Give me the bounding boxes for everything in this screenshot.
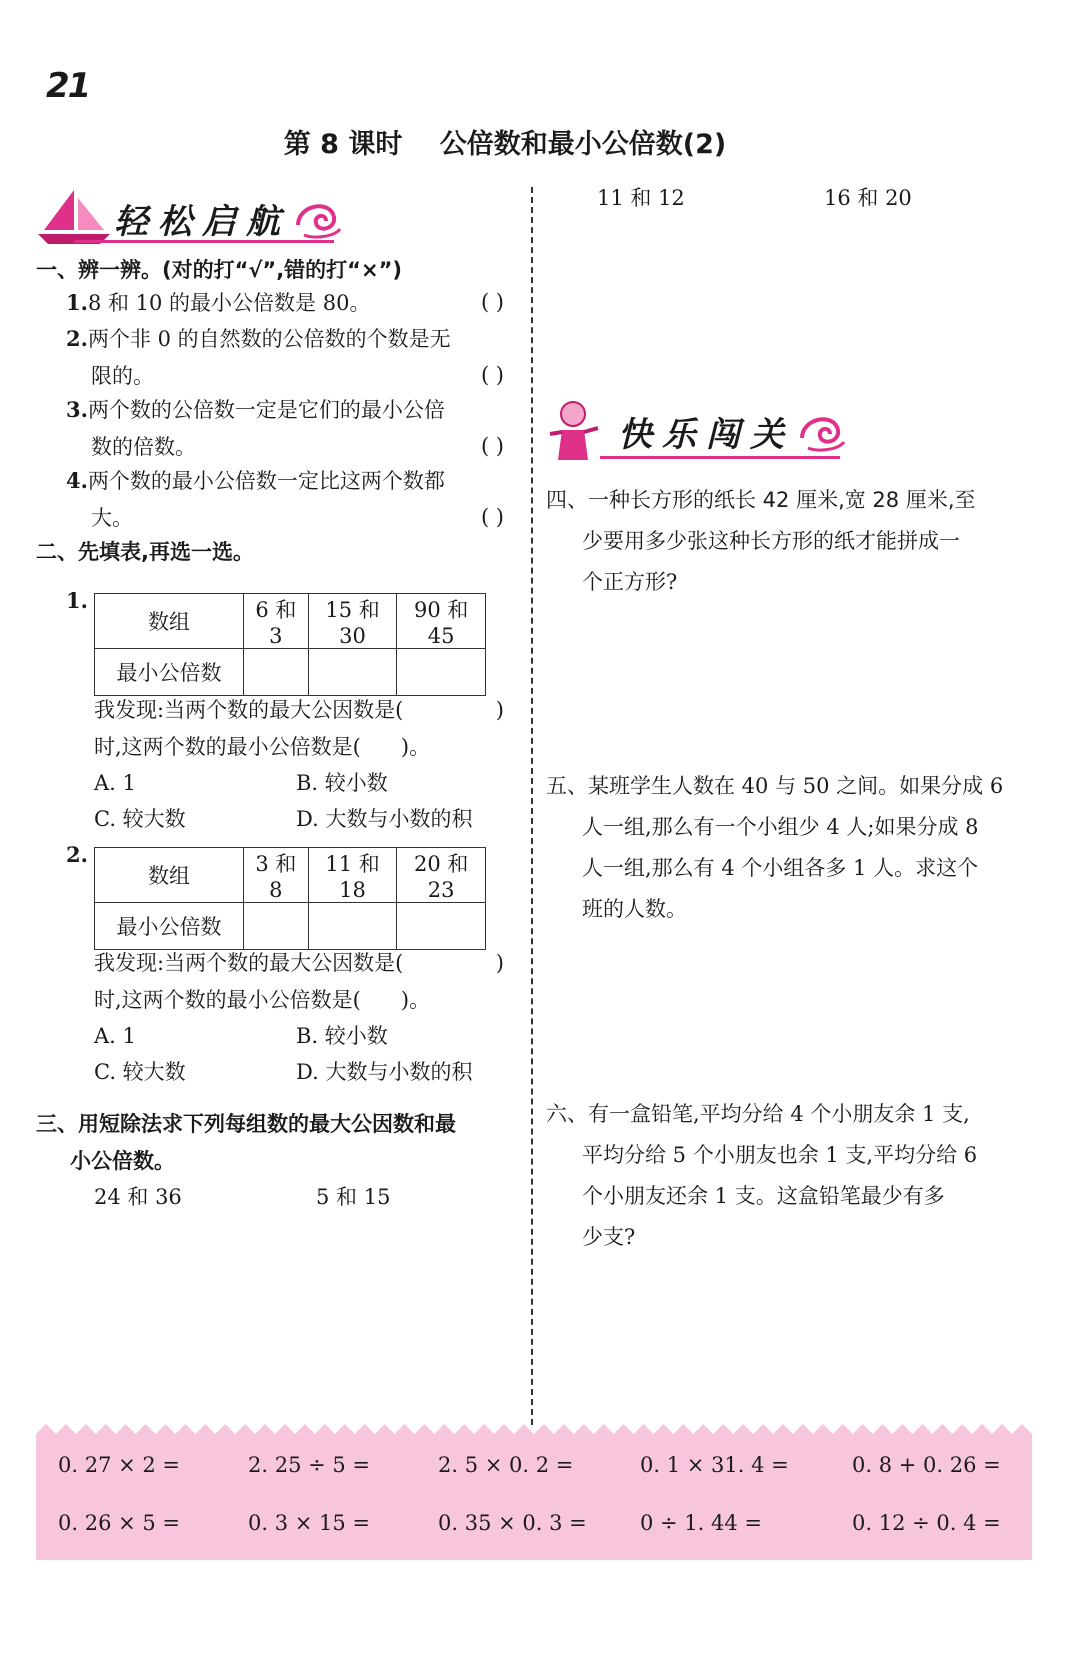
answer-cell[interactable] [308, 649, 397, 696]
question-line: 少要用多少张这种长方形的纸才能拼成一 [582, 529, 960, 553]
table-cell: 3 和 8 [244, 848, 309, 903]
finding-line: 时,这两个数的最小公倍数是( )。 [94, 988, 431, 1012]
part2-heading: 二、先填表,再选一选。 [36, 540, 254, 564]
calc-item: 2. 25 ÷ 5 = [248, 1453, 371, 1477]
item-number: 2. [66, 326, 88, 351]
item-number: 4. [66, 468, 88, 493]
table-cell: 最小公倍数 [95, 903, 244, 950]
answer-paren: ( ) [480, 434, 504, 458]
finding-line: 时,这两个数的最小公倍数是( )。 [94, 735, 431, 759]
part1-item [66, 284, 504, 321]
lcm-table [94, 593, 486, 696]
swirl-icon [794, 408, 850, 454]
option: C. 较大数 [94, 807, 186, 831]
table-cell: 6 和 3 [244, 594, 309, 649]
question-line: 个正方形? [582, 570, 678, 594]
question-line: 四、一种长方形的纸长 42 厘米,宽 28 厘米,至 [546, 488, 976, 512]
lesson-topic: 公倍数和最小公倍数(2) [439, 129, 727, 160]
banner-right-text: 快乐闯关 [618, 414, 794, 455]
number-pair: 24 和 36 [94, 1185, 182, 1209]
lcm-table [94, 847, 486, 950]
lesson-title [0, 122, 1010, 161]
mental-math-band [36, 1424, 1032, 1560]
table-row [95, 848, 486, 903]
table-row [95, 649, 486, 696]
banner-happy-challenge [540, 398, 880, 464]
child-icon [540, 398, 606, 464]
table-cell: 最小公倍数 [95, 649, 244, 696]
question-line: 平均分给 5 个小朋友也余 1 支,平均分给 6 [582, 1143, 978, 1167]
item-text-cont: 限的。 [91, 364, 154, 388]
banner-underline [74, 240, 334, 243]
part4-question [546, 480, 1036, 603]
calc-item: 0. 35 × 0. 3 = [438, 1511, 587, 1535]
answer-cell[interactable] [397, 649, 486, 696]
part3-heading: 三、用短除法求下列每组数的最大公因数和最 [36, 1112, 456, 1136]
answer-paren: ( ) [480, 363, 504, 387]
item-text: 两个数的公倍数一定是它们的最小公倍 [87, 398, 445, 422]
calc-item: 0. 1 × 31. 4 = [640, 1453, 789, 1477]
number-pair: 16 和 20 [824, 186, 912, 210]
part1-heading: 一、辨一辨。(对的打“√”,错的打“×”) [36, 258, 402, 282]
banner-easy-start [34, 186, 374, 250]
option: A. 1 [94, 771, 136, 795]
part5-question [546, 766, 1036, 930]
table-cell: 90 和 45 [397, 594, 486, 649]
item-text: 8 和 10 的最小公倍数是 80。 [87, 291, 371, 315]
question-line: 班的人数。 [582, 897, 687, 921]
answer-paren: ( ) [480, 505, 504, 529]
table-row [95, 594, 486, 649]
question-line: 六、有一盒铅笔,平均分给 4 个小朋友余 1 支, [546, 1102, 970, 1126]
calc-item: 2. 5 × 0. 2 = [438, 1453, 574, 1477]
table-row [95, 903, 486, 950]
column-divider [531, 187, 533, 1425]
table-cell: 数组 [95, 848, 244, 903]
item-text-cont: 大。 [91, 506, 133, 530]
lesson-label: 第 8 课时 [283, 129, 403, 160]
finding-line: 我发现:当两个数的最大公因数是( ) [94, 698, 504, 722]
part1-item [66, 320, 504, 394]
finding-line: 我发现:当两个数的最大公因数是( ) [94, 951, 504, 975]
table-cell: 20 和 23 [397, 848, 486, 903]
option: B. 较小数 [296, 771, 388, 795]
table-number: 2. [66, 842, 88, 867]
answer-cell[interactable] [397, 903, 486, 950]
part1-item [66, 462, 504, 536]
answer-cell[interactable] [308, 903, 397, 950]
table-cell: 11 和 18 [308, 848, 397, 903]
calc-item: 0. 27 × 2 = [58, 1453, 181, 1477]
item-text: 两个数的最小公倍数一定比这两个数都 [87, 469, 445, 493]
item-text-cont: 数的倍数。 [91, 435, 196, 459]
option: D. 大数与小数的积 [296, 1060, 473, 1084]
option: C. 较大数 [94, 1060, 186, 1084]
item-number: 3. [66, 397, 88, 422]
banner-left-text: 轻松启航 [114, 201, 290, 242]
part6-question [546, 1094, 1036, 1258]
question-line: 人一组,那么有一个小组少 4 人;如果分成 8 [582, 815, 979, 839]
part3-heading-cont: 小公倍数。 [70, 1149, 175, 1173]
calc-item: 0. 12 ÷ 0. 4 = [852, 1511, 1001, 1535]
calc-item: 0. 26 × 5 = [58, 1511, 181, 1535]
question-line: 五、某班学生人数在 40 与 50 之间。如果分成 6 [546, 774, 1004, 798]
banner-underline [600, 456, 840, 459]
option: D. 大数与小数的积 [296, 807, 473, 831]
question-line: 人一组,那么有 4 个小组各多 1 人。求这个 [582, 856, 979, 880]
table-cell: 数组 [95, 594, 244, 649]
item-number: 1. [66, 290, 88, 315]
table-cell: 15 和 30 [308, 594, 397, 649]
swirl-icon [290, 195, 346, 241]
number-pair: 5 和 15 [316, 1185, 391, 1209]
part1-item [66, 391, 504, 465]
option: A. 1 [94, 1024, 136, 1048]
page-number: 21 [46, 66, 90, 106]
answer-paren: ( ) [480, 290, 504, 314]
answer-cell[interactable] [244, 903, 309, 950]
question-line: 少支? [582, 1225, 636, 1249]
calc-item: 0. 3 × 15 = [248, 1511, 371, 1535]
calc-item: 0 ÷ 1. 44 = [640, 1511, 763, 1535]
question-line: 个小朋友还余 1 支。这盒铅笔最少有多 [582, 1184, 945, 1208]
item-text: 两个非 0 的自然数的公倍数的个数是无 [87, 327, 451, 351]
option: B. 较小数 [296, 1024, 388, 1048]
table-number: 1. [66, 588, 88, 613]
answer-cell[interactable] [244, 649, 309, 696]
number-pair: 11 和 12 [597, 186, 685, 210]
calc-item: 0. 8 + 0. 26 = [852, 1453, 1001, 1477]
